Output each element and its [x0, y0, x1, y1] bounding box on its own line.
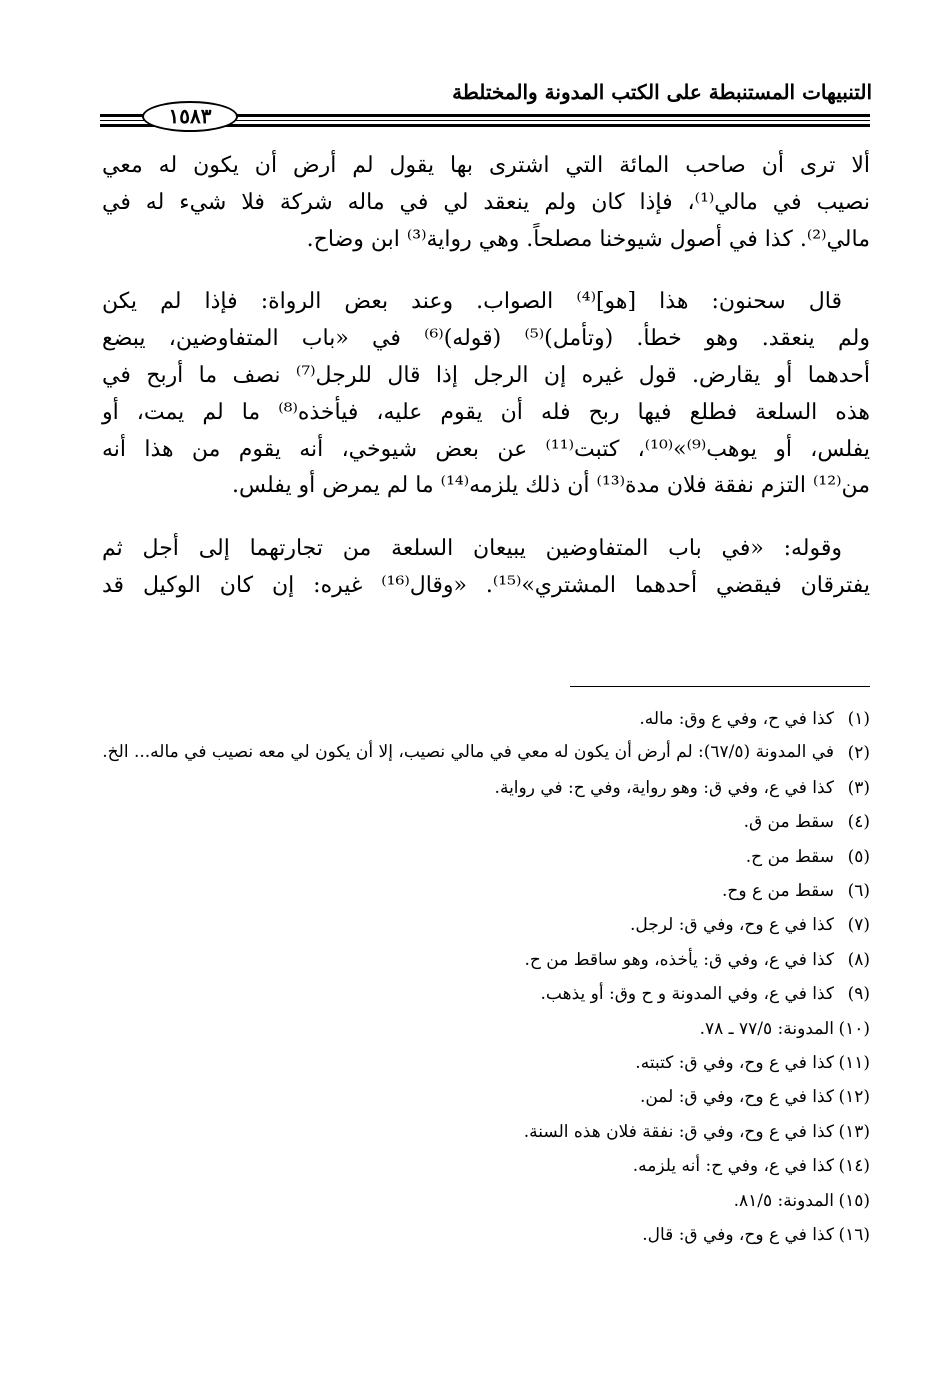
footnote-text: كذا في ع، وفي المدونة و ح وق: أو يذهب. [540, 984, 834, 1005]
footnote-number: (١٦) [838, 1225, 870, 1246]
footnote-item [102, 702, 870, 736]
footnote-item [102, 977, 870, 1011]
text-line: هذه السلعة فطلع فيها ربح فله أن يقوم عليه، فيأخذه⁽⁸⁾ ما لم يمت، أو [102, 399, 870, 425]
footnote-text: كذا في ع وح، وفي ق: لرجل. [629, 915, 834, 936]
footnote-item [102, 736, 870, 770]
text-line: يفلس، أو يوهب⁽⁹⁾»⁽¹⁰⁾، كتبت⁽¹¹⁾ عن بعض شيوخي، أنه يقوم من هذا أنه [102, 436, 870, 462]
footnote-number: (١٥) [838, 1190, 870, 1211]
footnote-item [102, 1115, 870, 1149]
text-line: يفترقان فيقضي أحدهما المشتري»⁽¹⁵⁾. «وقال⁽¹⁶⁾ غيره: إن كان الوكيل قد [102, 572, 870, 598]
text-line: مالي⁽²⁾. كذا في أصول شيوخنا مصلحاً. وهي رواية⁽³⁾ ابن وضاح. [306, 226, 870, 252]
footnote-text: سقط من ع وح. [722, 881, 834, 902]
footnote-text: كذا في ع وح، وفي ق: لمن. [639, 1087, 834, 1108]
footnote-item [102, 943, 870, 977]
page-number: ١٥٨٣ [142, 101, 238, 132]
footnote-item [102, 1080, 870, 1114]
footnote-text: كذا في ع وح، وفي ق: كتبته. [635, 1053, 834, 1074]
footnotes [102, 702, 870, 1253]
footnote-item [102, 1184, 870, 1218]
main-text [102, 148, 870, 631]
footnote-number: (٤) [847, 812, 870, 833]
footnote-item [102, 1046, 870, 1080]
footnote-number: (١٠) [838, 1018, 870, 1039]
footnote-number: (١١) [838, 1053, 870, 1074]
footnote-item [102, 840, 870, 874]
footnote-item [102, 771, 870, 805]
text-line: من⁽¹²⁾ التزم نفقة فلان مدة⁽¹³⁾ أن ذلك يلزمه⁽¹⁴⁾ ما لم يمرض أو يفلس. [231, 473, 870, 499]
footnote-number: (١٤) [838, 1156, 870, 1177]
footnote-number: (٦) [847, 881, 870, 902]
footnote-item [102, 908, 870, 942]
footnote-item [102, 1012, 870, 1046]
paragraph-3 [102, 531, 870, 605]
footnote-item [102, 1149, 870, 1183]
footnote-number: (١) [847, 709, 870, 729]
footnote-text: كذا في ع وح، وفي ق: نفقة فلان هذه السنة. [523, 1121, 834, 1142]
footnote-text: كذا في ع وح، وفي ق: قال. [642, 1225, 834, 1246]
footnote-item [102, 1218, 870, 1252]
footnote-text: في المدونة (٦٧/٥): لم أرض أن يكون له معي في مالي نصيب، إلا أن يكون لي معه نصيب في ماله... الخ. [102, 742, 834, 763]
footnote-number: (١٣) [838, 1121, 870, 1142]
text-line: ولم ينعقد. وهو خطأ. (وتأمل)⁽⁵⁾ (قوله)⁽⁶⁾ في «باب المتفاوضين، يبضع [102, 326, 870, 352]
text-line: وقوله: «في باب المتفاوضين يبيعان السلعة من تجارتهما إلى أجل ثم [102, 536, 842, 562]
footnote-text: المدونة: ٨١/٥. [733, 1190, 834, 1211]
footnote-number: (٨) [847, 949, 870, 970]
footnote-number: (٧) [847, 915, 870, 936]
footnote-number: (٢) [847, 743, 870, 764]
text-line: نصيب في مالي⁽¹⁾، فإذا كان ولم ينعقد لي في ماله شركة فلا شيء له في [102, 189, 871, 215]
paragraph-1 [102, 148, 870, 258]
footnote-item [102, 874, 870, 908]
text-line: ألا ترى أن صاحب المائة التي اشترى بها يقول لم أرض أن يكون له معي [102, 153, 870, 178]
footnote-item [102, 805, 870, 839]
footnote-text: كذا في ح، وفي ع وق: ماله. [639, 709, 834, 729]
footnote-text: كذا في ع، وفي ق: يأخذه، وهو ساقط من ح. [524, 949, 834, 970]
paragraph-2 [102, 284, 870, 505]
footnote-text: سقط من ق. [743, 812, 834, 833]
footnote-text: سقط من ح. [745, 846, 834, 867]
footnote-text: كذا في ع، وفي ق: وهو رواية، وفي ح: في رواية. [494, 777, 834, 798]
footnote-number: (٥) [847, 846, 870, 867]
footnote-number: (١٢) [838, 1087, 870, 1108]
footnote-text: كذا في ع، وفي ح: أنه يلزمه. [632, 1156, 834, 1177]
footnote-text: المدونة: ٧٧/٥ ـ ٧٨. [699, 1018, 834, 1039]
running-title: التنبيهات المستنبطة على الكتب المدونة والمختلطة [452, 80, 872, 104]
footnote-number: (٣) [847, 777, 870, 798]
text-line: قال سحنون: هذا [هو]⁽⁴⁾ الصواب. وعند بعض الرواة: فإذا لم يكن [102, 289, 842, 315]
footnote-separator [570, 686, 870, 687]
text-line: أحدهما أو يقارض. قول غيره إن الرجل إذا قال للرجل⁽⁷⁾ نصف ما أربح في [102, 362, 870, 388]
footnote-number: (٩) [847, 984, 870, 1005]
